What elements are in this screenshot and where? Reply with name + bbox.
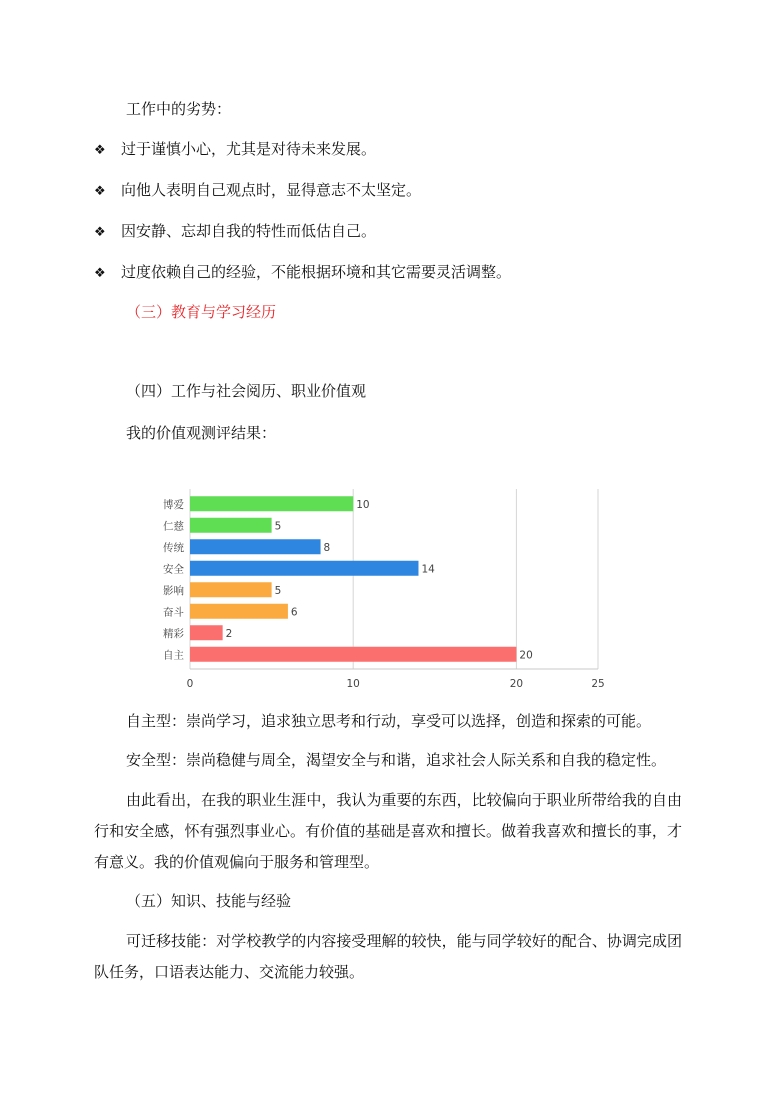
bar bbox=[190, 561, 418, 576]
weakness-text: 过度依赖自己的经验，不能根据环境和其它需要灵活调整。 bbox=[121, 263, 512, 281]
bar bbox=[190, 625, 223, 640]
weakness-heading: 工作中的劣势： bbox=[126, 100, 232, 118]
data-label: 5 bbox=[274, 520, 282, 533]
weakness-text: 过于谨慎小心，尤其是对待未来发展。 bbox=[121, 140, 377, 158]
weakness-text: 因安静、忘却自我的特性而低估自己。 bbox=[121, 222, 377, 240]
security-description: 安全型：崇尚稳健与周全，渴望安全与和谐，追求社会人际关系和自我的稳定性。 bbox=[126, 751, 667, 769]
data-label: 2 bbox=[225, 627, 233, 640]
values-intro: 我的价值观测评结果： bbox=[126, 424, 277, 442]
x-tick-label: 10 bbox=[346, 678, 360, 690]
list-item bbox=[94, 139, 376, 161]
skills-paragraph: 可迁移技能：对学校教学的内容接受理解的较快，能与同学较好的配合、协调完成团队任务，口语表达能力、交流能力较强。 bbox=[94, 932, 682, 981]
section-heading-education: （三）教育与学习经历 bbox=[126, 303, 277, 321]
list-item bbox=[94, 180, 421, 202]
category-label: 精彩 bbox=[163, 627, 184, 640]
conclusion-paragraph: 由此看出，在我的职业生涯中，我认为重要的东西，比较偏向于职业所带给我的自由行和安全感，怀有强烈事业心。有价值的基础是喜欢和擅长。做着我喜欢和擅长的事，才有意义。我的价值观偏向于服务和管理型。 bbox=[94, 791, 682, 871]
data-label: 6 bbox=[290, 606, 298, 619]
category-label: 安全 bbox=[163, 563, 184, 576]
data-label: 5 bbox=[274, 584, 282, 597]
weakness-text: 向他人表明自己观点时，显得意志不太坚定。 bbox=[121, 181, 422, 199]
bar bbox=[190, 647, 516, 662]
data-label: 8 bbox=[323, 541, 331, 554]
category-label: 影响 bbox=[163, 584, 184, 597]
category-label: 自主 bbox=[163, 649, 184, 662]
x-tick-label: 25 bbox=[591, 678, 605, 690]
bar bbox=[190, 582, 272, 597]
data-label: 20 bbox=[519, 649, 533, 662]
x-tick-label: 0 bbox=[186, 678, 194, 690]
bar bbox=[190, 539, 321, 554]
bar bbox=[190, 604, 288, 619]
bullet-icon: ❖ bbox=[94, 266, 106, 281]
category-label: 奋斗 bbox=[163, 606, 184, 619]
data-label: 10 bbox=[356, 498, 370, 511]
bullet-icon: ❖ bbox=[94, 184, 106, 199]
data-label: 14 bbox=[421, 563, 435, 576]
section-heading-work: （四）工作与社会阅历、职业价值观 bbox=[126, 382, 367, 400]
category-label: 仁慈 bbox=[163, 520, 184, 533]
values-bar-chart bbox=[150, 485, 610, 695]
section-heading-skills: （五）知识、技能与经验 bbox=[126, 892, 292, 910]
x-tick-label: 20 bbox=[509, 678, 524, 690]
bar bbox=[190, 496, 353, 511]
bar bbox=[190, 518, 272, 533]
bullet-icon: ❖ bbox=[94, 143, 106, 158]
list-item bbox=[94, 262, 511, 284]
list-item bbox=[94, 221, 376, 243]
autonomy-description: 自主型：崇尚学习，追求独立思考和行动，享受可以选择，创造和探索的可能。 bbox=[126, 712, 652, 730]
category-label: 博爱 bbox=[163, 498, 184, 511]
bullet-icon: ❖ bbox=[94, 225, 106, 240]
category-label: 传统 bbox=[163, 541, 184, 554]
